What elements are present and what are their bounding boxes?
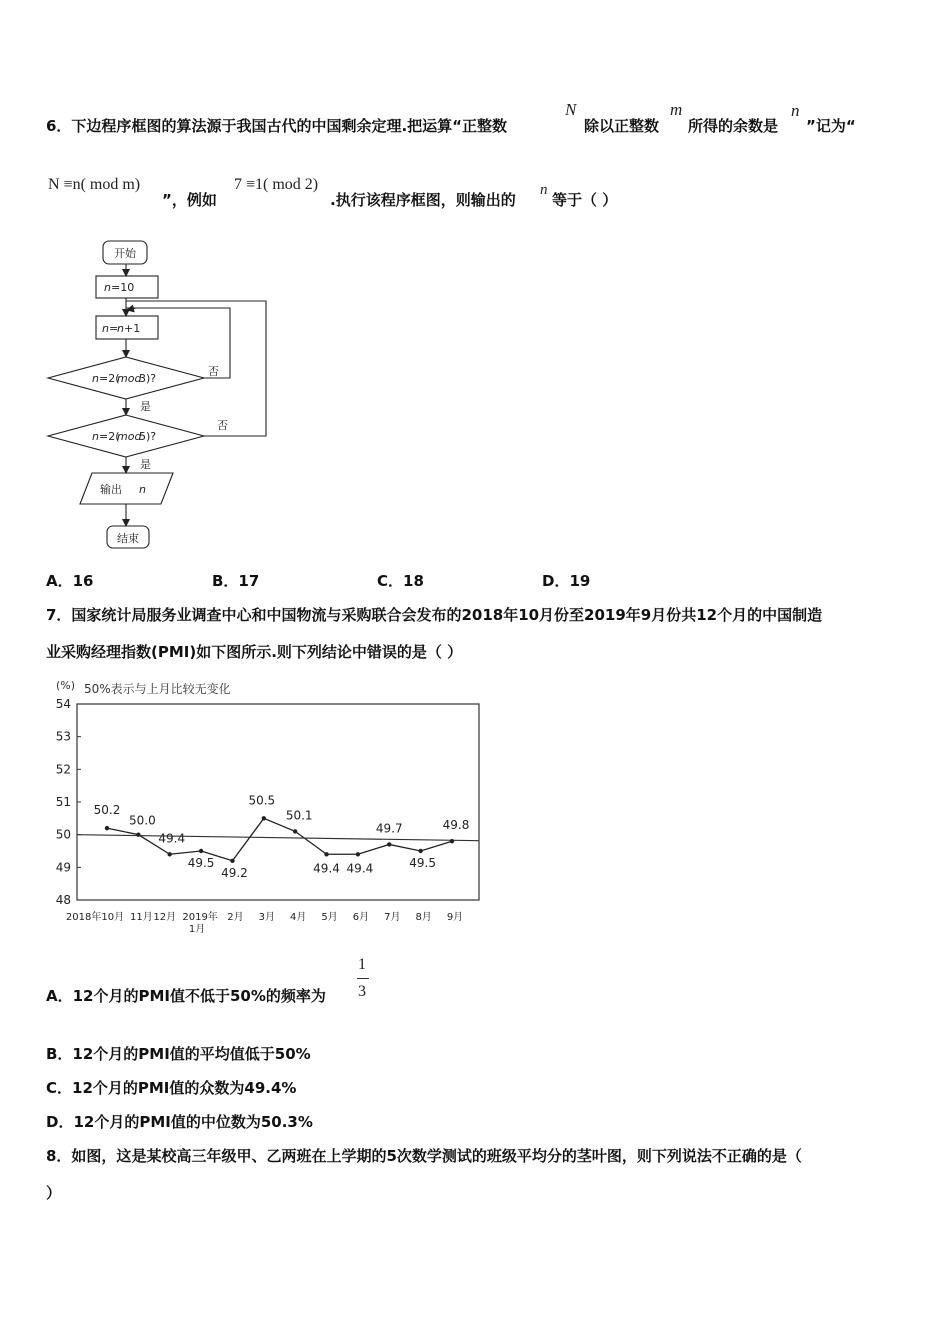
q7-option-a-numerator: 1 xyxy=(358,956,366,973)
flow-cond2-c: mod xyxy=(117,430,142,443)
q6-option-a[interactable]: A．16 xyxy=(46,572,94,590)
flow-output-box xyxy=(80,473,173,504)
q6-mid3: ”记为“ xyxy=(806,117,856,135)
chart-data-label: 49.5 xyxy=(409,856,436,870)
chart-data-point xyxy=(418,849,422,853)
flow-cond1-d: 3)? xyxy=(139,372,157,385)
flow-cond1-a: n xyxy=(92,372,99,385)
chart-ytick-label: 48 xyxy=(55,893,71,907)
chart-data-point xyxy=(387,842,391,846)
q6-mid2: 所得的余数是 xyxy=(688,117,779,135)
q6-mid4: ”，例如 xyxy=(162,191,217,209)
flow-cond2-d: 5)? xyxy=(139,430,157,443)
q6-option-b[interactable]: B．17 xyxy=(212,572,260,590)
q7-option-a[interactable]: A．12个月的PMI值不低于50%的频率为 xyxy=(46,987,326,1005)
chart-xtick-label: 7月 xyxy=(384,912,401,923)
flow-cond1-b: =2( xyxy=(99,372,120,385)
flow-output-var: n xyxy=(139,483,146,496)
flow-start-text: 开始 xyxy=(114,247,136,260)
flow-no2: 否 xyxy=(217,419,228,432)
flow-no1: 否 xyxy=(208,365,219,378)
q7-option-c[interactable]: C．12个月的PMI值的众数为49.4% xyxy=(46,1079,297,1097)
q6-mid5: .执行该程序框图，则输出的 xyxy=(330,191,516,209)
flow-end-text: 结束 xyxy=(117,532,139,545)
chart-xtick-label: 8月 xyxy=(415,912,432,923)
chart-ytick-label: 52 xyxy=(55,762,71,777)
chart-data-point xyxy=(230,859,234,863)
chart-data-label: 50.0 xyxy=(129,813,156,828)
q6-line1 xyxy=(46,115,507,136)
chart-xtick-label: 3月 xyxy=(258,912,276,923)
chart-data-label: 50.2 xyxy=(93,803,121,818)
chart-data-label: 49.4 xyxy=(158,831,186,846)
chart-data-label: 50.5 xyxy=(248,793,276,808)
chart-data-label: 50.1 xyxy=(285,808,313,823)
flow-yes2: 是 xyxy=(140,458,151,471)
chart-data-point xyxy=(105,826,109,830)
chart-unit-label: (%) xyxy=(56,679,76,692)
q6-notation: N ≡n( mod m) xyxy=(48,176,141,193)
flow-yes1: 是 xyxy=(140,400,151,413)
flow-cond2-b: =2( xyxy=(99,430,120,443)
flow-cond2-a: n xyxy=(92,430,99,443)
q6-mid1: 除以正整数 xyxy=(584,117,660,135)
chart-data-point xyxy=(324,852,328,856)
chart-xtick-label: 4月 xyxy=(289,912,307,923)
q6-var-N: N xyxy=(565,100,577,119)
chart-frame xyxy=(77,704,479,900)
q6-suffix: 等于（ ） xyxy=(552,191,618,209)
flowchart xyxy=(40,230,280,560)
chart-xtick-label: 9月 xyxy=(446,912,464,923)
chart-data-point xyxy=(293,829,297,833)
flow-step-a: n xyxy=(102,322,109,335)
chart-xtick-label: 2019年 xyxy=(182,912,218,923)
q6-prefix: 6．下边程序框图的算法源于我国古代的中国剩余定理.把运算“正整数 xyxy=(46,117,507,135)
chart-title: 50%表示与上月比较无变化 xyxy=(84,682,231,696)
flow-init-var: n xyxy=(104,281,111,294)
flow-step-d: +1 xyxy=(124,322,141,335)
chart-data-point xyxy=(262,816,266,820)
chart-ytick-label: 53 xyxy=(55,729,71,744)
q7-line2: 业采购经理指数(PMI)如下图所示.则下列结论中错误的是（ ） xyxy=(46,643,463,661)
chart-ytick-label: 51 xyxy=(55,795,71,809)
q6-example: 7 ≡1( mod 2) xyxy=(234,176,319,193)
chart-data-label: 49.2 xyxy=(221,865,248,880)
q7-option-d[interactable]: D．12个月的PMI值的中位数为50.3% xyxy=(46,1113,313,1131)
chart-data-point xyxy=(168,852,172,856)
chart-xtick-label: 2月 xyxy=(227,912,244,923)
q8-line2: ） xyxy=(46,1184,62,1202)
chart-data-label: 49.8 xyxy=(442,818,470,833)
q8-line1: 8．如图，这是某校高三年级甲、乙两班在上学期的5次数学测试的班级平均分的茎叶图，则下列说法不正确的是（ xyxy=(46,1147,802,1165)
q6-var-n: n xyxy=(791,101,800,120)
chart-data-label: 49.4 xyxy=(346,861,374,876)
chart-ytick-label: 54 xyxy=(55,697,71,711)
chart-data-point xyxy=(199,849,203,853)
chart-xtick-label: 5月 xyxy=(321,912,338,923)
chart-xtick-label: 6月 xyxy=(352,912,370,923)
chart-xtick-label: 2018年10月 xyxy=(65,912,125,923)
pmi-chart xyxy=(44,674,504,938)
q6-option-d[interactable]: D．19 xyxy=(542,572,591,590)
chart-ytick-label: 49 xyxy=(55,860,71,875)
flow-init-val: =10 xyxy=(111,281,135,294)
q7-line1: 7．国家统计局服务业调查中心和中国物流与采购联合会发布的2018年10月份至2019年9月份共12个月的中国制造 xyxy=(46,606,823,624)
chart-xtick-label: 12月 xyxy=(153,912,177,923)
flow-output-label: 输出 xyxy=(100,483,122,496)
flow-cond1-c: mod xyxy=(117,372,142,385)
chart-ytick-label: 50 xyxy=(55,827,71,842)
flow-step-c: n xyxy=(117,322,124,335)
chart-xtick-label: 1月 xyxy=(188,924,206,935)
q7-option-a-fraction-bar xyxy=(357,978,369,979)
q7-option-b[interactable]: B．12个月的PMI值的平均值低于50% xyxy=(46,1045,311,1063)
chart-data-label: 49.5 xyxy=(187,856,215,870)
q6-var-n2: n xyxy=(540,182,548,198)
flow-loop2 xyxy=(126,301,266,436)
flow-step-b: = xyxy=(109,322,119,335)
chart-data-point xyxy=(450,839,454,843)
chart-data-label: 49.4 xyxy=(313,861,340,876)
chart-data-point xyxy=(356,852,360,856)
q6-option-c[interactable]: C．18 xyxy=(377,572,424,590)
q7-option-a-denominator: 3 xyxy=(358,983,366,1000)
chart-data-point xyxy=(136,832,140,836)
chart-data-label: 49.7 xyxy=(375,821,403,836)
chart-xtick-label: 11月 xyxy=(129,912,153,923)
q6-var-m: m xyxy=(670,100,683,119)
